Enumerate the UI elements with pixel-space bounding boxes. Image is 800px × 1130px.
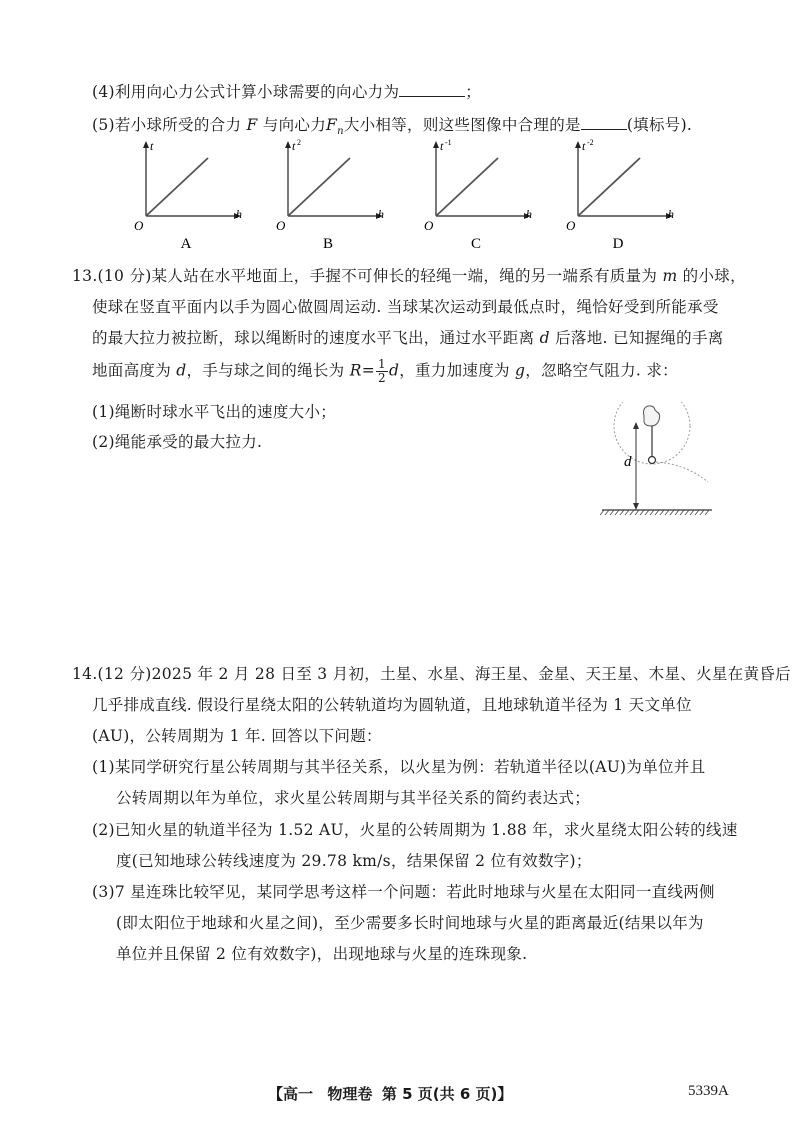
graph-d [560,138,690,258]
q14-line1: 14.(12 分)2025 年 2 月 28 日至 3 月初，土星、水星、海王星、金星、天王星、木星、火星在黄昏后 [72,665,791,683]
q14-part3-line3: 单位并且保留 2 位有效数字)，出现地球与火星的连珠现象. [116,945,528,963]
answer-blank-5 [581,115,627,130]
footer-grade: 高一 [283,1085,314,1103]
q14-part1-line1: (1)某同学研究行星公转周期与其半径关系，以火星为例：若轨道半径以(AU)为单位并且 [92,758,706,776]
y-axis-label: t [150,139,154,153]
q14-part2-line1: (2)已知火星的轨道半径为 1.52 AU，火星的公转周期为 1.88 年，求火星绕太阳公转的线速 [92,821,738,839]
answer-blank-4 [399,82,465,97]
origin-label: O [566,218,576,233]
y-axis-label: t [292,139,296,153]
q12-part5: (5)若小球所受的合力 F 与向心力$F_n$大小相等，则这些图像中合理的是 (填标号). [92,116,693,138]
footer-code: 5339A [688,1083,729,1099]
q13-figure [600,402,715,517]
q13-line3: 的最大拉力被拉断，球以绳断时的速度水平飞出，通过水平距离 d 后落地. 已知握绳的手离 [92,329,724,347]
q14-part3-line1: (3)7 星连珠比较罕见，某同学思考这样一个问题：若此时地球与火星在太阳同一直线两侧 [92,883,715,901]
graph-option-label: A [180,236,192,252]
q14-line2: 几乎排成直线. 假设行星绕太阳的公转轨道均为圆轨道，且地球轨道半径为 1 天文单位 [92,696,692,714]
x-axis-label: h [236,207,242,221]
y-axis-arrow [285,141,291,148]
y-axis-label: t [582,139,586,153]
x-axis-label: h [378,207,384,221]
q14-part2-line2: 度(已知地球公转线速度为 29.78 km/s，结果保留 2 位有效数字)； [116,852,592,870]
graph-line [146,158,208,216]
origin-label: O [424,218,434,233]
d-label: d [624,454,632,470]
q14-part3-line2: (即太阳位于地球和火星之间)，至少需要多长时间地球与火星的距离最近(结果以年为 [116,914,704,932]
y-axis-exponent: -2 [587,138,594,147]
graph-b [270,138,400,258]
fraction-one-half: $\frac{1}{2}$ [378,357,386,385]
q12-part4: (4)利用向心力公式计算小球需要的向心力为 ； [92,83,482,101]
y-axis-arrow [433,141,439,148]
x-axis-label: h [668,207,674,221]
trajectory [656,462,708,482]
q13-line4: 地面高度为 d，手与球之间的绳长为 R= $\frac{1}{2}$ d，重力加速度为 g，忽略空气阻力. 求： [92,357,678,385]
y-axis-label: t [440,139,444,153]
footer-page: 第 5 页(共 6 页) [381,1085,498,1103]
ball [649,457,656,464]
graph-option-label: D [612,236,624,252]
q14-line3: (AU)，公转周期为 1 年. 回答以下问题： [92,727,382,745]
origin-label: O [276,218,286,233]
graph-line [578,158,640,216]
y-axis-exponent: -1 [445,138,452,147]
y-axis-arrow [575,141,581,148]
y-axis-exponent: 2 [297,138,301,147]
hand-icon [644,406,660,426]
q13-line1: 13.(10 分)某人站在水平地面上，手握不可伸长的轻绳一端，绳的另一端系有质量为 m 的小球， [72,267,746,285]
footer-subject: 物理卷 [327,1085,373,1103]
origin-label: O [134,218,144,233]
y-axis-arrow [143,141,149,148]
q13-part1: (1)绳断时球水平飞出的速度大小； [92,403,337,421]
graph-line [436,158,498,216]
x-axis-label: h [526,207,532,221]
graph-option-label: B [322,236,334,252]
graph-a [128,138,258,258]
graph-c [418,138,548,258]
graph-option-label: C [470,236,482,252]
page-footer: 【高一 物理卷 第 5 页(共 6 页)】 [268,1085,513,1103]
q13-part2: (2)绳能承受的最大拉力. [92,433,263,451]
graph-line [288,158,350,216]
q14-part1-line2: 公转周期以年为单位，求火星公转周期与其半径关系的简约表达式； [116,789,591,807]
q13-line2: 使球在竖直平面内以手为圆心做圆周运动. 当球某次运动到最低点时，绳恰好受到所能承受 [92,298,719,316]
